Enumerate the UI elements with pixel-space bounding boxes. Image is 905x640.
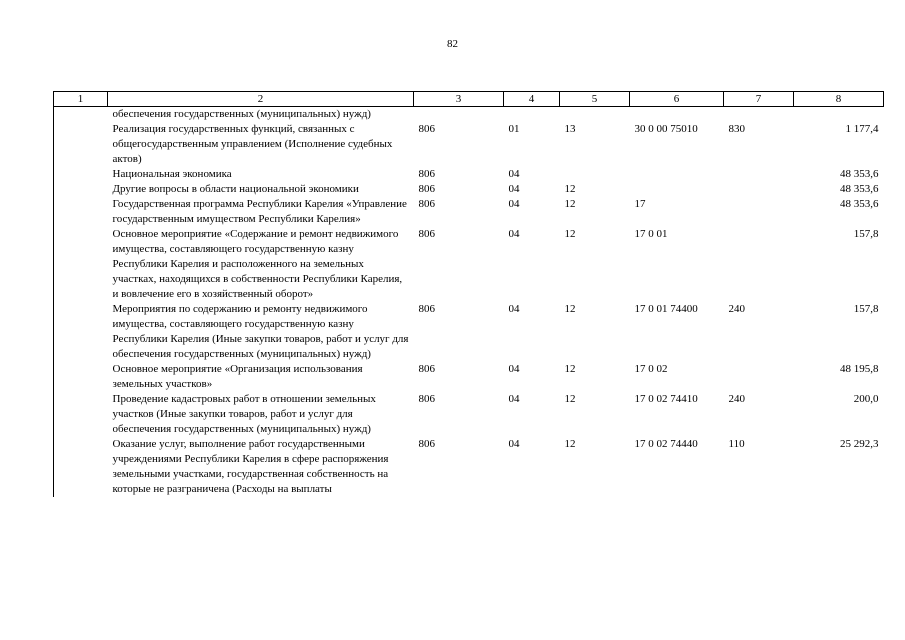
section-cell: 04: [508, 168, 520, 180]
expense-type-cell: 110: [728, 438, 745, 450]
budget-table: [53, 91, 884, 497]
amount-cell: 157,8: [853, 228, 879, 240]
section-cell: 01: [508, 123, 520, 135]
expense-type-cell: [724, 227, 794, 302]
section-cell: 04: [508, 183, 520, 195]
subsection-cell: 13: [564, 123, 576, 135]
section-cell: 04: [508, 303, 520, 315]
table-row: [54, 227, 884, 302]
section-cell: 04: [508, 228, 520, 240]
target-article-cell: 17 0 02 74440: [634, 438, 698, 450]
description-cell: обеспечения государственных (муниципальных) нужд): [112, 108, 371, 120]
ministry-code-cell: 806: [418, 303, 435, 315]
target-article-cell: [630, 182, 724, 197]
section-cell: 04: [508, 393, 520, 405]
target-article-cell: 17 0 01 74400: [634, 303, 698, 315]
table-row: [54, 437, 884, 497]
amount-cell: 200,0: [853, 393, 879, 405]
target-article-cell: [630, 107, 724, 123]
section-cell: [504, 107, 560, 123]
description-cell: Национальная экономика: [112, 168, 232, 180]
subsection-cell: 12: [564, 183, 576, 195]
amount-cell: [794, 107, 884, 123]
section-cell: 04: [508, 198, 520, 210]
column-header: 7: [724, 92, 794, 107]
table-row: [54, 167, 884, 182]
table-row: [54, 302, 884, 362]
amount-cell: 48 353,6: [840, 198, 879, 210]
subsection-cell: 12: [564, 438, 576, 450]
target-article-cell: 17 0 02 74410: [634, 393, 698, 405]
page-number: 82: [447, 38, 458, 50]
amount-cell: 48 195,8: [840, 363, 879, 375]
column-header: 1: [54, 92, 108, 107]
section-cell: 04: [508, 438, 520, 450]
subsection-cell: 12: [564, 198, 576, 210]
subsection-cell: 12: [564, 363, 576, 375]
amount-cell: 25 292,3: [840, 438, 879, 450]
row-number-cell: [54, 392, 108, 437]
subsection-cell: 12: [564, 228, 576, 240]
expense-type-cell: [724, 362, 794, 392]
ministry-code-cell: 806: [418, 168, 435, 180]
subsection-cell: [560, 167, 630, 182]
row-number-cell: [54, 107, 108, 123]
description-cell: Мероприятия по содержанию и ремонту недвижимого имущества, составляющего государственную казну Республики Карелия (Иные закупки товаров, работ и услуг для обеспечения государственных (муниципальных) нужд): [112, 303, 409, 360]
table-row: [54, 182, 884, 197]
ministry-code-cell: 806: [418, 228, 435, 240]
description-cell: Государственная программа Республики Карелия «Управление государственным имуществом Республики Карелия»: [112, 198, 407, 225]
amount-cell: 48 353,6: [840, 168, 879, 180]
description-cell: Основное мероприятие «Содержание и ремонт недвижимого имущества, составляющего государственную казну Республики Карелия и расположенного на земельных участках, находящихся в собственности Республики Карелия, и вовлечение его в хозяйственный оборот»: [112, 228, 403, 300]
expense-type-cell: [724, 167, 794, 182]
description-cell: Реализация государственных функций, связанных с общегосударственным управлением (Исполнение судебных актов): [112, 123, 393, 165]
target-article-cell: 17: [634, 198, 646, 210]
target-article-cell: [630, 167, 724, 182]
column-header: 4: [504, 92, 560, 107]
table-row: [54, 392, 884, 437]
table-row: [54, 122, 884, 167]
expense-type-cell: [724, 182, 794, 197]
description-cell: Другие вопросы в области национальной экономики: [112, 183, 359, 195]
subsection-cell: [560, 107, 630, 123]
subsection-cell: 12: [564, 393, 576, 405]
expense-type-cell: [724, 107, 794, 123]
amount-cell: 48 353,6: [840, 183, 879, 195]
amount-cell: 157,8: [853, 303, 879, 315]
ministry-code-cell: [414, 107, 504, 123]
row-number-cell: [54, 182, 108, 197]
expense-type-cell: 240: [728, 303, 745, 315]
amount-cell: 1 177,4: [845, 123, 879, 135]
ministry-code-cell: 806: [418, 183, 435, 195]
row-number-cell: [54, 362, 108, 392]
expense-type-cell: [724, 197, 794, 227]
ministry-code-cell: 806: [418, 123, 435, 135]
column-header: 8: [794, 92, 884, 107]
section-cell: 04: [508, 363, 520, 375]
ministry-code-cell: 806: [418, 198, 435, 210]
row-number-cell: [54, 302, 108, 362]
row-number-cell: [54, 437, 108, 497]
ministry-code-cell: 806: [418, 438, 435, 450]
header-row: [54, 92, 884, 107]
row-number-cell: [54, 227, 108, 302]
column-header: 3: [414, 92, 504, 107]
ministry-code-cell: 806: [418, 363, 435, 375]
ministry-code-cell: 806: [418, 393, 435, 405]
column-header: 2: [108, 92, 414, 107]
description-cell: Оказание услуг, выполнение работ государственными учреждениями Республики Карелия в сфере распоряжения земельными участками, государственная собственность на которые не разграничена (Расходы на выплаты: [112, 438, 389, 495]
column-header: 5: [560, 92, 630, 107]
table-row: [54, 107, 884, 123]
table-row: [54, 197, 884, 227]
target-article-cell: 17 0 01: [634, 228, 668, 240]
target-article-cell: 17 0 02: [634, 363, 668, 375]
expense-type-cell: 240: [728, 393, 745, 405]
column-header: 6: [630, 92, 724, 107]
subsection-cell: 12: [564, 303, 576, 315]
table-row: [54, 362, 884, 392]
row-number-cell: [54, 167, 108, 182]
row-number-cell: [54, 197, 108, 227]
row-number-cell: [54, 122, 108, 167]
target-article-cell: 30 0 00 75010: [634, 123, 698, 135]
description-cell: Основное мероприятие «Организация использования земельных участков»: [112, 363, 363, 390]
description-cell: Проведение кадастровых работ в отношении земельных участков (Иные закупки товаров, работ и услуг для обеспечения государственных (муниципальных) нужд): [112, 393, 376, 435]
expense-type-cell: 830: [728, 123, 745, 135]
